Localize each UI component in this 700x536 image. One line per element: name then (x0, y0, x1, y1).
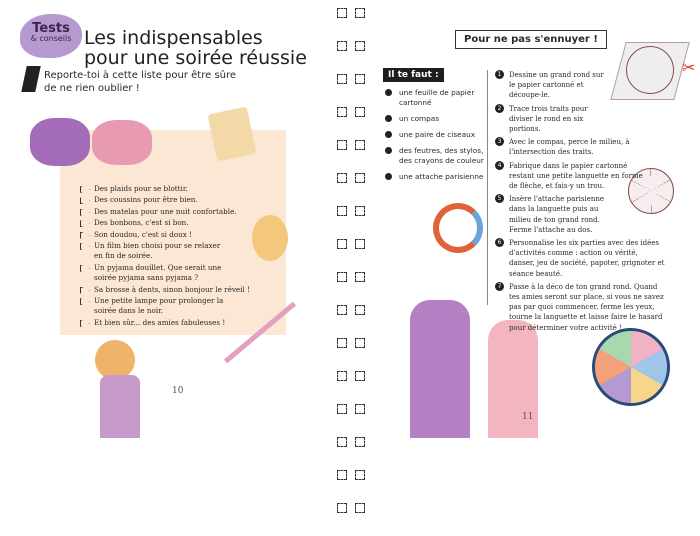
step: 7 Passe à la déco de ton grand rond. Quand tes amies seront sur place, si vous ne savez pas par quoi commencer, ferme les yeux, tourne la languette et laisse faire le hasard pour déterminer votre activité ! (495, 282, 665, 333)
steps-list (495, 70, 665, 336)
pillow-illustration (30, 118, 90, 166)
pillow-illustration (92, 120, 152, 165)
list-item: Et bien sûr... des amies fabuleuses ! (80, 318, 250, 328)
page-number: 10 (172, 386, 184, 396)
list-item: un compas (385, 114, 493, 124)
list-item: une paire de ciseaux (385, 130, 493, 140)
list-item: Des matelas pour une nuit confortable. (80, 207, 250, 217)
step: 2 Trace trois traits pour diviser le rond en six portions. (495, 104, 607, 135)
girl-illustration (100, 375, 140, 438)
list-item: une attache parisienne (385, 172, 493, 182)
list-item: Sa brosse à dents, sinon bonjour le réveil ! (80, 285, 250, 295)
step: 3 Avec le compas, perce le milieu, à l'intersection des traits. (495, 137, 640, 157)
scissors-icon: ✂ (682, 58, 696, 77)
stripe-mark-icon (21, 66, 41, 92)
page-number: 11 (522, 412, 534, 422)
wheel-illustration (433, 203, 483, 253)
section-title: Pour ne pas s'ennuyer ! (455, 30, 607, 49)
activity-wheel-illustration (592, 328, 670, 406)
step: 4 Fabrique dans le papier cartonné restant une petite languette en forme de flèche, et fais-y un trou. (495, 161, 650, 192)
list-item: une feuille de papier cartonné (385, 88, 493, 108)
decorative-checkboxes (333, 8, 373, 536)
step: 6 Personnalise les six parties avec des idées d'activités comme : action ou vérité, danser, jeu de société, papoter, grignoter et séance beauté. (495, 238, 665, 279)
checklist (80, 184, 250, 329)
needs-label: Il te faut : (383, 68, 444, 82)
list-item: Une petite lampe pour prolonger la soirée dans le noir. (80, 296, 240, 317)
list-item: des feutres, des stylos, des crayons de couleur (385, 146, 493, 166)
list-item: Des bonbons, c'est si bon. (80, 218, 250, 228)
teddy-bear-illustration (252, 215, 288, 261)
subtitle: Reporte-toi à cette liste pour être sûre de ne rien oublier ! (44, 70, 237, 94)
list-item: Des plaids pour se blottir. (80, 184, 250, 194)
step: 1 Dessine un grand rond sur le papier cartonné et découpe-le. (495, 70, 607, 101)
step: 5 Insère l'attache parisienne dans la languette puis au milieu de ton grand rond. Ferme l'attache au dos. (495, 194, 607, 235)
girl-illustration (95, 340, 135, 380)
materials-list (385, 88, 493, 188)
tests-conseils-badge: Tests & conseils (20, 14, 82, 58)
page-title: Les indispensables pour une soirée réussie (84, 27, 307, 69)
list-item: Un pyjama douillet. Que serait une soirée pyjama sans pyjama ? (80, 263, 230, 284)
list-item: Son doudou, c'est si doux ! (80, 230, 250, 240)
divider (487, 70, 488, 305)
list-item: Un film bien choisi pour se relaxer en fin de soirée. (80, 241, 230, 262)
candy-bag-illustration (207, 106, 256, 161)
list-item: Des coussins pour être bien. (80, 195, 250, 205)
girls-illustration (410, 300, 470, 438)
